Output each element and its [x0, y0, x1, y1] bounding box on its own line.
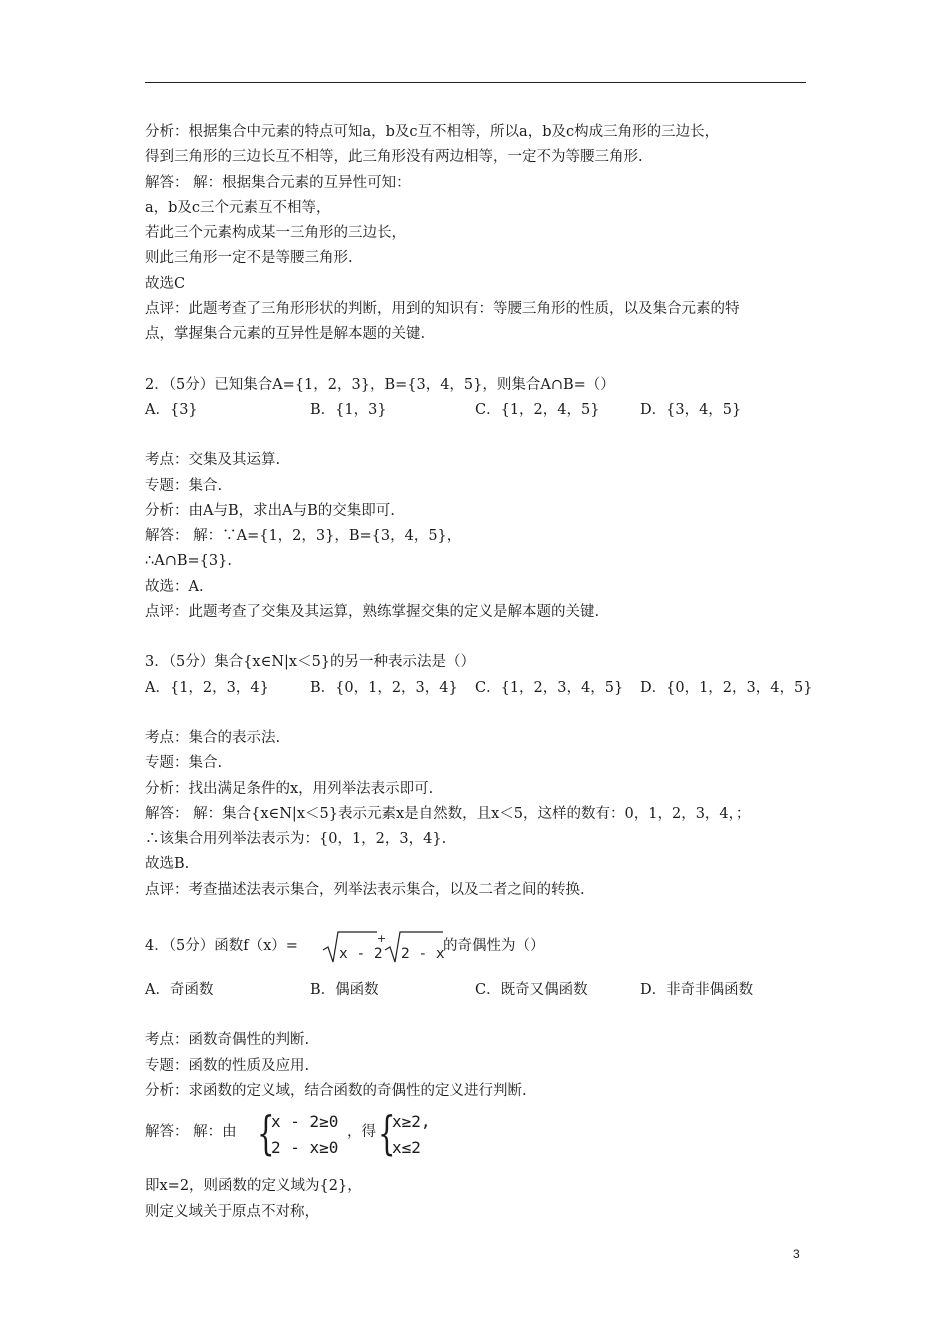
q4-system2-row2: x≤2 — [392, 1138, 421, 1158]
q4-system1-row1: x - 2≥0 — [271, 1112, 339, 1132]
q4-answer-line-2: 即x=2，则函数的定义域为{2}， — [145, 1178, 362, 1195]
q4-kaodian: 考点：函数奇偶性的判断. — [145, 1032, 310, 1049]
q4-options — [145, 978, 810, 1003]
q2-analysis: 分析：由A与B，求出A与B的交集即可. — [145, 502, 395, 519]
q4-option-d: D．非奇非偶函数 — [640, 982, 754, 999]
q2-stem: 2．（5分）已知集合A={1，2，3}，B={3，4，5}，则集合A∩B=（） — [145, 376, 615, 393]
q2-options — [145, 398, 810, 423]
q3-option-c: C．{1，2，3，4，5} — [475, 679, 624, 696]
q2-option-d: D．{3，4，5} — [640, 401, 742, 418]
q4-plus: + — [377, 932, 387, 946]
q4-analysis: 分析：求函数的定义域，结合函数的奇偶性的定义进行判断. — [145, 1082, 527, 1099]
left-brace-1: { — [257, 1106, 275, 1161]
q2-option-b: B．{1，3} — [310, 401, 387, 418]
q4-option-b: B．偶函数 — [310, 982, 379, 999]
q4-zhuanti: 专题：函数的性质及应用. — [145, 1057, 310, 1074]
q2-answer-line-1: 解答： 解：∵A={1，2，3}，B={3，4，5}， — [145, 528, 462, 545]
prev-answer-line-1: 解答： 解：根据集合元素的互异性可知： — [145, 174, 411, 191]
q2-zhuanti: 专题：集合. — [145, 477, 223, 494]
prev-answer-line-4: 则此三角形一定不是等腰三角形. — [145, 250, 353, 267]
q4-system1-row2: 2 - x≥0 — [271, 1138, 339, 1158]
prev-analysis-line-2: 得到三角形的三边长互不相等，此三角形没有两边相等，一定不为等腰三角形. — [145, 149, 643, 166]
q3-comment: 点评：考查描述法表示集合，列举法表示集合，以及二者之间的转换. — [145, 881, 585, 898]
q4-answer-mid: ，得 — [347, 1124, 376, 1141]
q3-option-a: A．{1，2，3，4} — [145, 679, 269, 696]
q3-choice: 故选B. — [145, 856, 190, 873]
prev-answer-line-2: a，b及c三个元素互不相等， — [145, 199, 331, 216]
sqrt-expression — [321, 928, 453, 966]
q4-radicand-2: 2 - x — [401, 946, 445, 963]
page-number: 3 — [793, 1247, 800, 1261]
q3-options — [145, 676, 813, 701]
q4-answer-line-3: 则定义域关于原点不对称， — [145, 1203, 319, 1220]
q3-answer-line-2: ∴该集合用列举法表示为：{0，1，2，3，4}. — [145, 831, 447, 848]
q3-stem: 3．（5分）集合{x∈N|x＜5}的另一种表示法是（） — [145, 654, 476, 671]
q2-answer-line-2: ∴A∩B={3}. — [145, 553, 232, 570]
q4-stem-prefix: 4．（5分）函数f（x）= — [145, 938, 298, 955]
q4-answer-prefix: 解答： 解：由 — [145, 1124, 237, 1141]
q2-kaodian: 考点：交集及其运算. — [145, 452, 281, 469]
q4-stem — [145, 928, 810, 966]
q2-comment: 点评：此题考查了交集及其运算，熟练掌握交集的定义是解本题的关键. — [145, 604, 600, 621]
q4-answer-system — [145, 1106, 810, 1164]
q4-radicand-1: x - 2 — [339, 946, 383, 963]
left-brace-2: { — [378, 1106, 396, 1161]
prev-answer-line-3: 若此三个元素构成某一三角形的三边长， — [145, 225, 406, 242]
q3-answer-line-1: 解答： 解：集合{x∈N|x＜5}表示元素x是自然数，且x＜5，这样的数有：0，1，2，3，4，； — [145, 805, 751, 822]
prev-comment-line-1: 点评：此题考查了三角形形状的判断，用到的知识有：等腰三角形的性质，以及集合元素的特 — [145, 301, 740, 318]
prev-choice: 故选C — [145, 275, 186, 292]
prev-analysis-line-1: 分析：根据集合中元素的特点可知a，b及c互不相等，所以a，b及c构成三角形的三边长， — [145, 124, 720, 140]
q3-kaodian: 考点：集合的表示法. — [145, 729, 281, 746]
document-body — [145, 120, 813, 1225]
q3-option-d: D．{0，1，2，3，4，5} — [640, 679, 813, 696]
q2-option-c: C．{1，2，4，5} — [475, 401, 600, 418]
header-rule — [145, 82, 806, 83]
q4-stem-suffix: 的奇偶性为（） — [443, 938, 545, 955]
q3-zhuanti: 专题：集合. — [145, 755, 223, 772]
prev-comment-line-2: 点，掌握集合元素的互异性是解本题的关键. — [145, 326, 426, 343]
q4-option-a: A．奇函数 — [145, 982, 214, 999]
q4-option-c: C．既奇又偶函数 — [475, 982, 588, 999]
q3-option-b: B．{0，1，2，3，4} — [310, 679, 458, 696]
q2-option-a: A．{3} — [145, 401, 198, 418]
q2-choice: 故选：A. — [145, 578, 204, 595]
q4-system2-row1: x≥2, — [392, 1112, 431, 1132]
q3-analysis: 分析：找出满足条件的x，用列举法表示即可. — [145, 780, 434, 797]
